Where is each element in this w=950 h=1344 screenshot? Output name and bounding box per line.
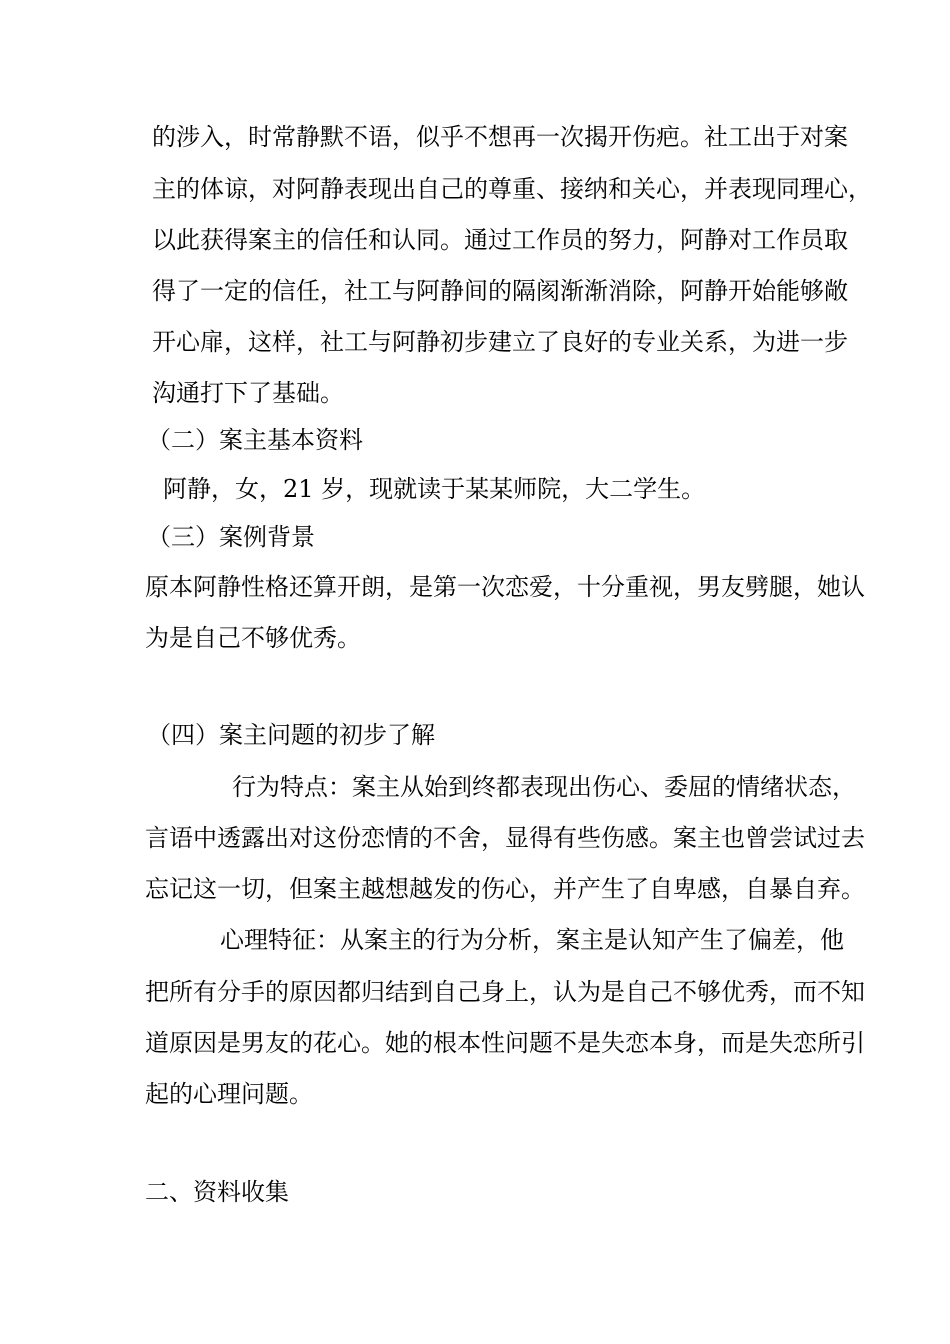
background-line: 原本阿静性格还算开朗，是第一次恋爱，十分重视，男友劈腿，她认 — [145, 573, 865, 601]
paragraph-line: 主的体谅，对阿静表现出自己的尊重、接纳和关心，并表现同理心， — [152, 175, 872, 203]
psychology-line: 道原因是男友的花心。她的根本性问题不是失恋本身，而是失恋所引 — [145, 1029, 865, 1057]
background-line: 为是自己不够优秀。 — [145, 624, 361, 652]
behavior-line: 言语中透露出对这份恋情的不舍，显得有些伤感。案主也曾尝试过去 — [145, 824, 865, 852]
paragraph-line: 沟通打下了基础。 — [152, 379, 344, 407]
section-heading-background: （三）案例背景 — [147, 523, 315, 551]
psychology-line: 把所有分手的原因都归结到自己身上，认为是自己不够优秀，而不知 — [145, 978, 865, 1006]
section-heading-basic-info: （二）案主基本资料 — [147, 426, 363, 454]
section-heading-problem: （四）案主问题的初步了解 — [147, 721, 435, 749]
behavior-line: 忘记这一切，但案主越想越发的伤心，并产生了自卑感，自暴自弃。 — [145, 875, 865, 903]
paragraph-line: 以此获得案主的信任和认同。通过工作员的努力，阿静对工作员取 — [152, 226, 848, 254]
paragraph-line: 得了一定的信任，社工与阿静间的隔阂渐渐消除，阿静开始能够敞 — [152, 277, 848, 305]
basic-info-text: 阿静，女，21 岁，现就读于某某师院，大二学生。 — [163, 475, 706, 503]
psychology-line: 心理特征：从案主的行为分析，案主是认知产生了偏差，他 — [220, 926, 844, 954]
psychology-line: 起的心理问题。 — [145, 1080, 313, 1108]
section-heading-data-collection: 二、资料收集 — [145, 1178, 289, 1206]
paragraph-line: 的涉入，时常静默不语，似乎不想再一次揭开伤疤。社工出于对案 — [152, 123, 848, 151]
behavior-line: 行为特点：案主从始到终都表现出伤心、委屈的情绪状态， — [232, 773, 856, 801]
paragraph-line: 开心扉，这样，社工与阿静初步建立了良好的专业关系，为进一步 — [152, 328, 848, 356]
